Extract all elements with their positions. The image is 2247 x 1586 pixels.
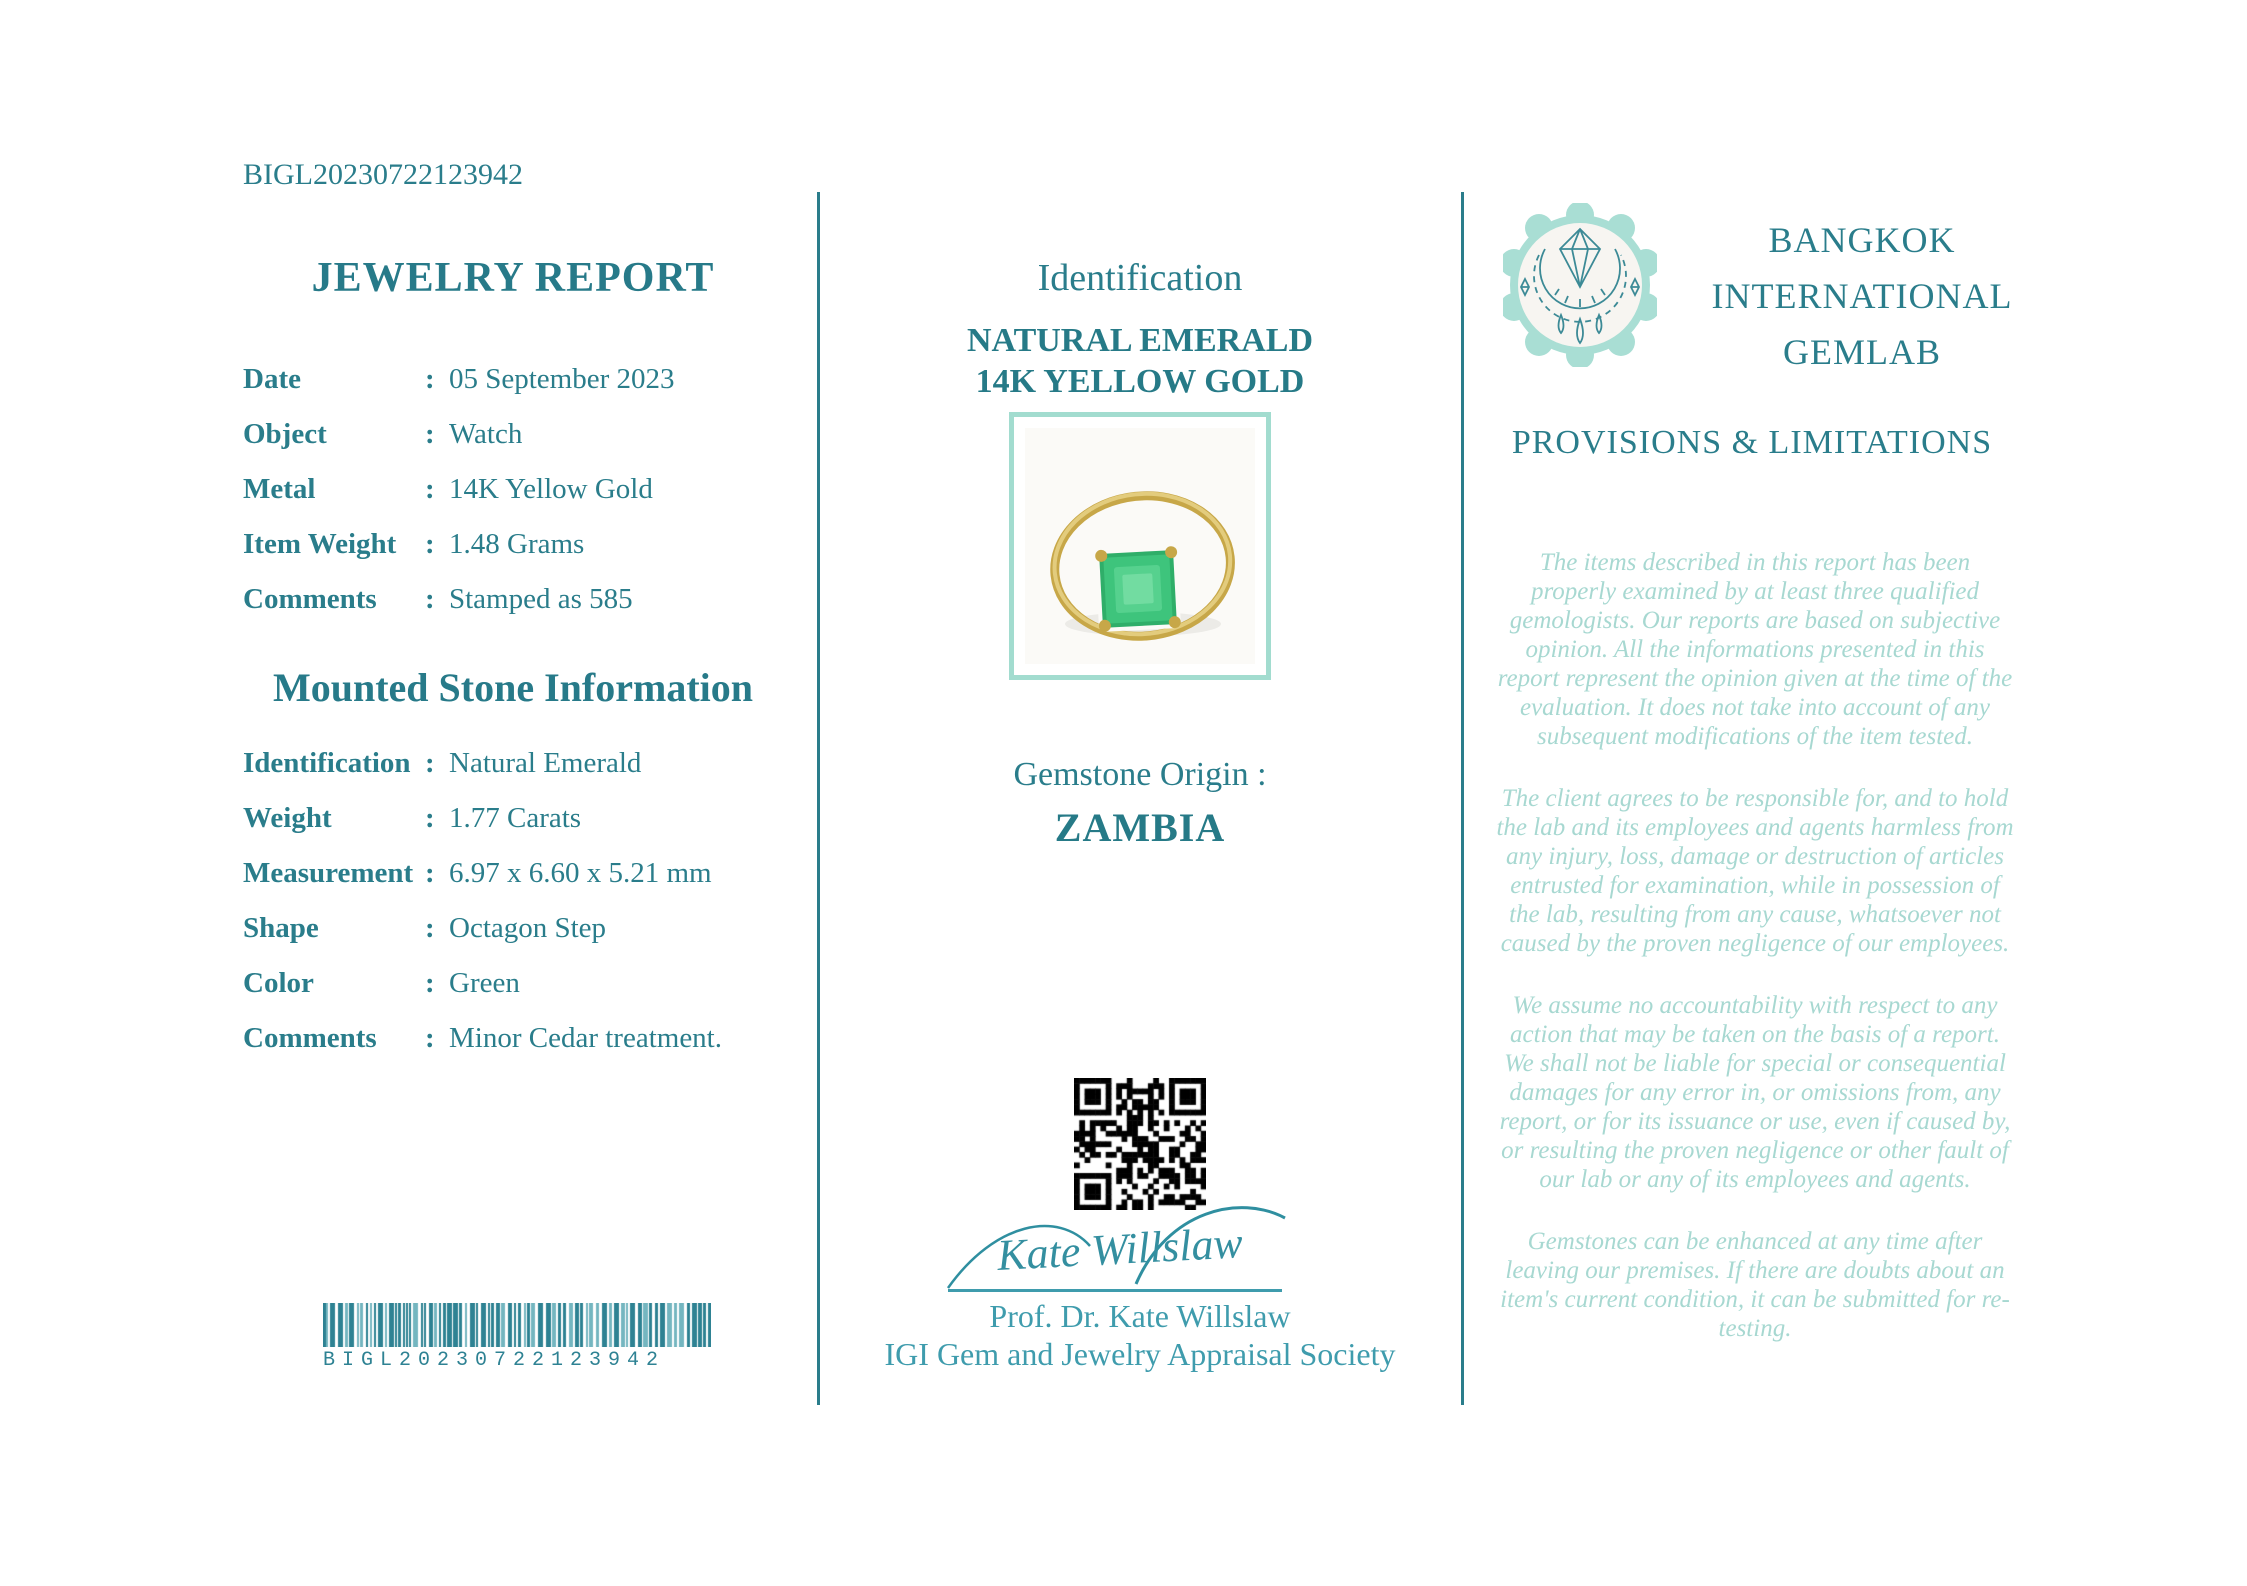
field-colon: :	[425, 802, 435, 834]
field-colon: :	[425, 967, 435, 999]
field-value: Green	[449, 967, 520, 999]
field-label: Identification	[243, 747, 411, 779]
field-value: Minor Cedar treatment.	[449, 1022, 722, 1054]
field-row	[243, 748, 803, 779]
field-value: 14K Yellow Gold	[449, 473, 653, 505]
provisions-paragraph: We assume no accountability with respect to any action that may be taken on the basis of a report. We shall not be liable for special or consequential damages for any error in, or omissions from, any report, or for its issuance or use, even if caused by, or resulting the proven negligence or other fault of our lab or any of its employees and agents.	[1499, 992, 2011, 1193]
field-value: Stamped as 585	[449, 583, 633, 615]
identification-heading: Identification	[1037, 257, 1243, 299]
field-row	[243, 1023, 803, 1054]
gemlab-badge-logo	[1503, 203, 1657, 367]
field-row	[243, 858, 803, 889]
field-row	[243, 364, 803, 395]
field-row	[243, 584, 803, 615]
field-row	[243, 419, 803, 450]
item-photo-frame	[1009, 412, 1271, 680]
field-label: Measurement	[243, 857, 414, 889]
mounted-stone-fields	[243, 748, 803, 1078]
field-value: 6.97 x 6.60 x 5.21 mm	[449, 857, 712, 889]
field-label: Shape	[243, 912, 319, 944]
ring-photo	[1025, 428, 1255, 664]
field-value: Natural Emerald	[449, 747, 642, 779]
provisions-paragraph: The items described in this report has been properly examined by at least three qualified gemologists. Our reports are based on subjective opinion. All the informations presented in this report represent the opinion given at the time of the evaluation. It does not take into account of any subsequent modifications of the item tested.	[1497, 549, 2013, 750]
field-label: Color	[243, 967, 314, 999]
field-colon: :	[425, 747, 435, 779]
barcode-label: BIGL20230722123942	[323, 1349, 666, 1372]
field-label: Object	[243, 418, 327, 450]
identification-result	[818, 320, 1462, 402]
field-label: Weight	[243, 802, 332, 834]
gemstone-origin-label: Gemstone Origin :	[1013, 756, 1267, 793]
field-colon: :	[425, 857, 435, 889]
field-colon: :	[425, 418, 435, 450]
barcode-bars	[323, 1303, 711, 1347]
field-label: Metal	[243, 473, 316, 505]
field-row	[243, 968, 803, 999]
identification-result-line: NATURAL EMERALD	[966, 322, 1313, 359]
field-value: 1.77 Carats	[449, 802, 582, 834]
field-row	[243, 474, 803, 505]
signer-organization: IGI Gem and Jewelry Appraisal Society	[884, 1336, 1396, 1372]
field-row	[243, 803, 803, 834]
field-colon: :	[425, 1022, 435, 1054]
barcode	[323, 1303, 711, 1372]
field-row	[243, 529, 803, 560]
report-fields	[243, 364, 803, 639]
provisions-paragraph: The client agrees to be responsible for, and to hold the lab and its employees and agents harmless from any injury, loss, damage or destruction of articles entrusted for examination, while in possession of the lab, resulting from any cause, whatsoever not caused by the proven negligence of our employees.	[1496, 785, 2014, 957]
provisions-title: PROVISIONS & LIMITATIONS	[1511, 424, 1993, 461]
field-value: Octagon Step	[449, 912, 607, 944]
field-colon: :	[425, 528, 435, 560]
provisions-paragraphs	[1495, 548, 2015, 1376]
field-colon: :	[425, 912, 435, 944]
lab-name-line: BANGKOK	[1768, 220, 1956, 260]
signature-line	[948, 1289, 1282, 1292]
field-label: Comments	[243, 583, 377, 615]
lab-name-line: INTERNATIONAL	[1711, 276, 2013, 316]
lab-name	[1662, 212, 2062, 380]
field-value: 1.48 Grams	[449, 528, 585, 560]
report-number: BIGL20230722123942	[243, 158, 523, 191]
field-label: Date	[243, 363, 301, 395]
field-colon: :	[425, 583, 435, 615]
signature-name-text: Kate Willslaw	[995, 1218, 1244, 1280]
field-value: 05 September 2023	[449, 363, 675, 395]
signer-name: Prof. Dr. Kate Willslaw	[989, 1298, 1291, 1334]
report-title: JEWELRY REPORT	[311, 255, 715, 301]
field-colon: :	[425, 473, 435, 505]
gemstone-origin-value: ZAMBIA	[1054, 805, 1226, 850]
field-label: Item Weight	[243, 528, 397, 560]
field-row	[243, 913, 803, 944]
identification-result-line: 14K YELLOW GOLD	[975, 363, 1305, 400]
emerald-ring-illustration	[1025, 428, 1255, 664]
field-colon: :	[425, 363, 435, 395]
signature-script	[940, 1192, 1340, 1292]
field-label: Comments	[243, 1022, 377, 1054]
mounted-stone-title: Mounted Stone Information	[272, 665, 754, 710]
lab-name-line: GEMLAB	[1783, 332, 1941, 372]
field-value: Watch	[449, 418, 523, 450]
provisions-paragraph: Gemstones can be enhanced at any time after leaving our premises. If there are doubts about an item's current condition, it can be submitted for re-testing.	[1500, 1228, 2010, 1342]
qr-code	[1074, 1078, 1206, 1210]
